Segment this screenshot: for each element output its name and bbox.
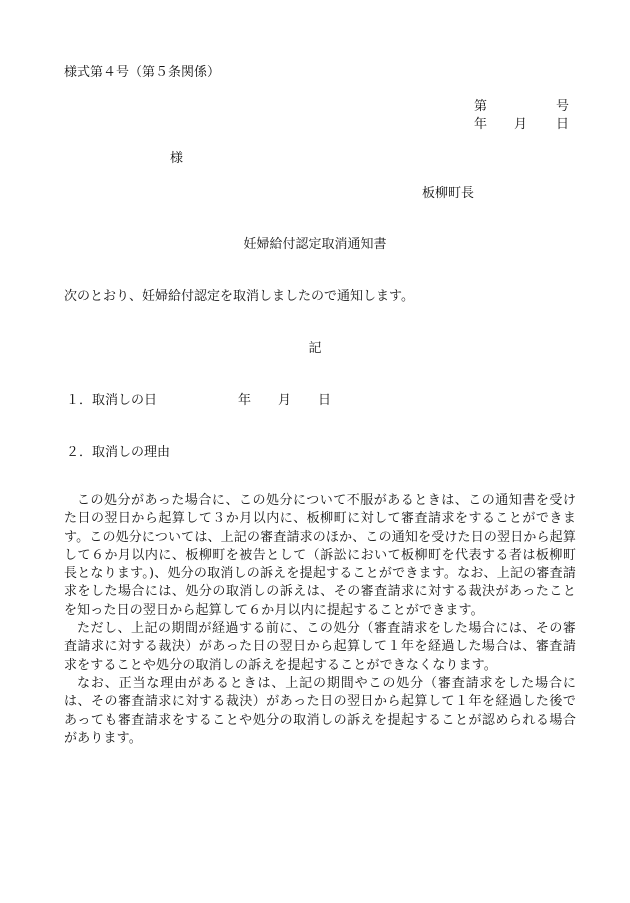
item-cancel-date-month: 月: [278, 393, 292, 408]
issuer: 板柳町長: [422, 186, 475, 201]
form-label: 様式第４号（第５条関係）: [64, 65, 221, 80]
intro-text: 次のとおり、妊婦給付認定を取消しましたので通知します。: [64, 289, 414, 304]
document-number-suffix: 号: [556, 99, 570, 114]
appeal-notice-paragraph: なお、正当な理由があるときは、上記の期間やこの処分（審査請求をした場合には、その審査請求に対する裁決）があった日の翌日から起算して１年を経過した後であっても審査請求をすることや処分の取消しの訴えを提起することが認められる場合があります。: [64, 675, 576, 746]
item-cancel-reason-label: ２．取消しの理由: [66, 445, 171, 460]
document-title: 妊婦給付認定取消通知書: [243, 237, 387, 252]
appeal-notice-paragraph: この処分があった場合に、この処分について不服があるときは、この通知書を受けた日の翌日から起算して３か月以内に、板柳町に対して審査請求をすることができます。この処分については、上記の審査請求のほか、この通知を受けた日の翌日から起算して６か月以内に、板柳町を被告として（訴訟において板柳町を代表する者は板柳町長となります。)、処分の取消しの訴えを提起することができます。なお、上記の審査請求をした場合には、処分の取消しの訴えは、その審査請求に対する裁決があったことを知った日の翌日から起算して６か月以内に提起することができます。: [64, 493, 576, 618]
item-cancel-date-label: １．取消しの日: [66, 393, 158, 408]
appeal-notice: [64, 492, 576, 748]
item-cancel-date-day: 日: [318, 393, 332, 408]
ki-heading: 記: [308, 341, 322, 356]
document-date-year: 年: [474, 117, 488, 132]
document-date-day: 日: [556, 117, 570, 132]
item-cancel-date-year: 年: [238, 393, 252, 408]
addressee: 様: [170, 151, 184, 166]
appeal-notice-paragraph: ただし、上記の期間が経過する前に、この処分（審査請求をした場合には、その審査請求に対する裁決）があった日の翌日から起算して１年を経過した場合は、審査請求をすることや処分の取消しの訴えを提起することができなくなります。: [64, 621, 576, 673]
document-number-prefix: 第: [474, 99, 488, 114]
document-date-month: 月: [514, 117, 528, 132]
